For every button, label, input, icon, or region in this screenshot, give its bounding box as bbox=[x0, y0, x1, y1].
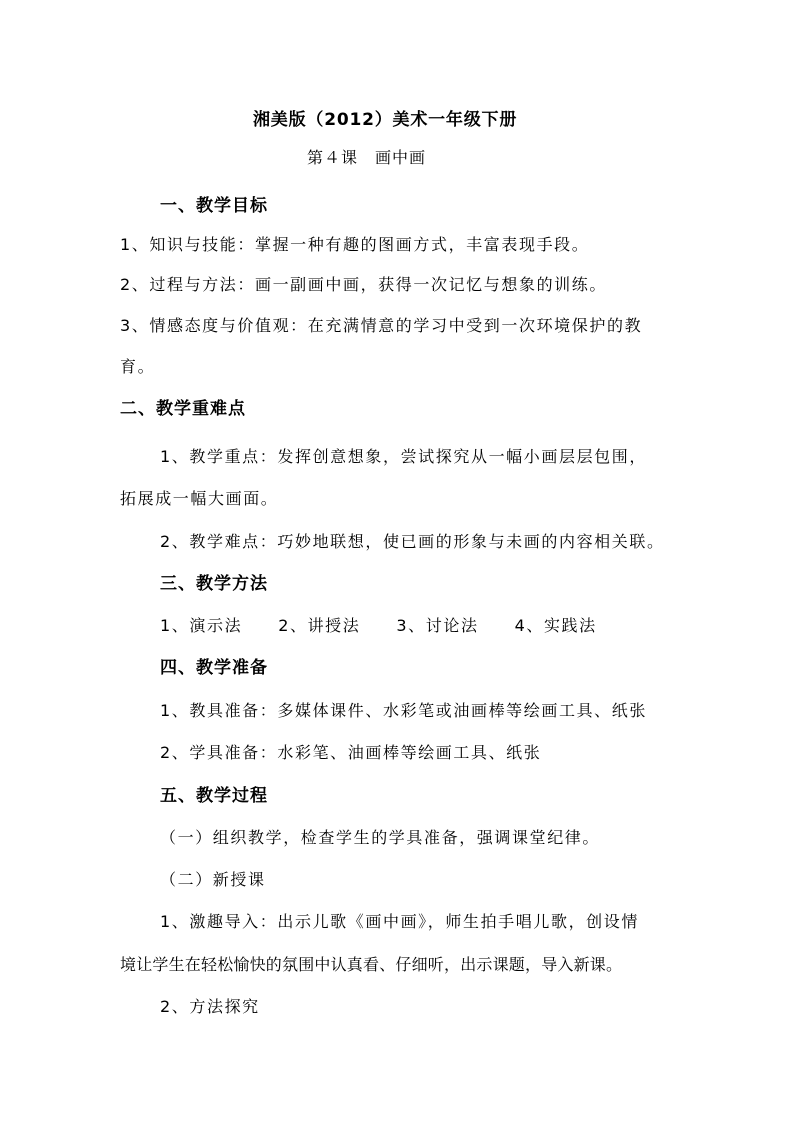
section-heading-preparation: 四、教学准备 bbox=[160, 658, 268, 678]
goal-item-1: 1、知识与技能：掌握一种有趣的图画方式，丰富表现手段。 bbox=[120, 235, 590, 254]
key-point-1-line-2: 拓展成一幅大画面。 bbox=[120, 489, 279, 508]
process-sub-1-line-2: 境让学生在轻松愉快的氛围中认真看、仔细听，出示课题，导入新课。 bbox=[120, 955, 623, 974]
methods-list bbox=[160, 616, 597, 636]
section-heading-methods: 三、教学方法 bbox=[160, 574, 268, 594]
method-item: 3、讨论法 bbox=[396, 616, 479, 635]
process-sub-2: 2、方法探究 bbox=[160, 997, 260, 1016]
preparation-item-2: 2、学具准备：水彩笔、油画棒等绘画工具、纸张 bbox=[160, 743, 542, 762]
method-item: 2、讲授法 bbox=[278, 616, 361, 635]
key-point-2: 2、教学难点：巧妙地联想，使已画的形象与未画的内容相关联。 bbox=[160, 532, 665, 551]
section-heading-process: 五、教学过程 bbox=[160, 786, 268, 806]
section-heading-key-points: 二、教学重难点 bbox=[120, 399, 246, 419]
process-step-2: （二）新授课 bbox=[160, 870, 266, 889]
preparation-item-1: 1、教具准备：多媒体课件、水彩笔或油画棒等绘画工具、纸张 bbox=[160, 701, 647, 720]
document-title: 湘美版（2012）美术一年级下册 bbox=[253, 110, 518, 130]
key-point-1-line-1: 1、教学重点：发挥创意想象，尝试探究从一幅小画层层包围， bbox=[160, 447, 647, 466]
method-item: 1、演示法 bbox=[160, 616, 243, 635]
process-step-1: （一）组织教学，检查学生的学具准备，强调课堂纪律。 bbox=[160, 828, 601, 847]
method-item: 4、实践法 bbox=[514, 616, 597, 635]
section-heading-goals: 一、教学目标 bbox=[160, 196, 268, 216]
goal-item-2: 2、过程与方法：画一副画中画，获得一次记忆与想象的训练。 bbox=[120, 275, 607, 294]
goal-item-3-line-2: 育。 bbox=[120, 357, 156, 376]
goal-item-3-line-1: 3、情感态度与价值观：在充满情意的学习中受到一次环境保护的教 bbox=[120, 316, 643, 335]
process-sub-1-line-1: 1、激趣导入：出示儿歌《画中画》，师生拍手唱儿歌，创设情 bbox=[160, 912, 639, 931]
lesson-subtitle: 第４课 画中画 bbox=[307, 148, 427, 167]
